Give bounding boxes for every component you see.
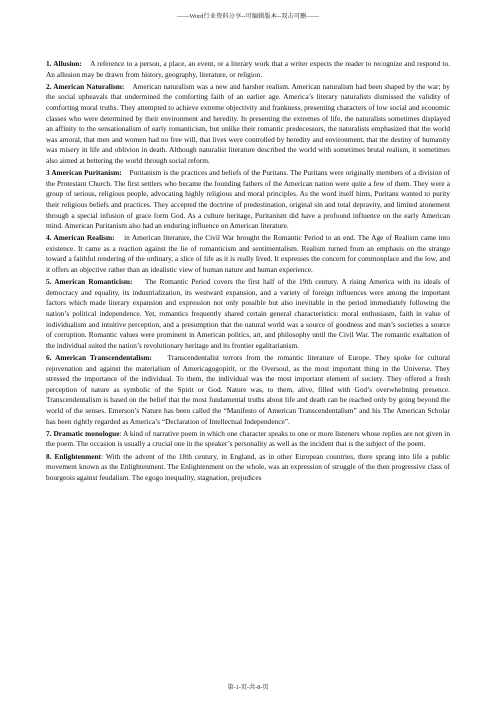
entry-text: Puritanism is the practices and beliefs of the Puritans. The Puritans were originally members of a division of the Protestant Church. The first settlers who became the founding fathers of the American nation were quite a few of them. They were a group of serious, religious people, advocating highly religious and moral principles. As the word itself hints, Puritans wanted to purity their religious beliefs and practices. They accepted the doctrine of predestination, original sin and total depravity, and limited atonement through a special infusion of grace form God. As a culture heritage, Puritanism did have a profound influence on the early American mind. American Puritanism also had an enduring influence on American literature. (46, 168, 451, 231)
entry-text: American naturalism was a new and harsher realism. American naturalism had been shaped by the war; by the social upheavals that undermined the comforting faith of an earlier age. America’s literary naturalists dismissed the validity of comforting moral truths. They attempted to achieve extreme objectivity and frankness, presenting characters of low social and economic classes who were determined by their environment and heredity. In presenting the extremes of life, the naturalists sometimes displayed an affinity to the sensationalism of early romanticism, but unlike their romantic predecessors, the naturalists emphasized that the world was amoral, that men and women had no free will, that lives were controlled by heredity and environment, that the destiny of humanity was misery in life and oblivion in death. Although naturalist literature described the world with sometimes brutal realism, it sometimes also aimed at bettering the world through social reform. (46, 81, 450, 165)
glossary-entry-dramatic-monologue (46, 429, 450, 450)
document-body (46, 59, 450, 485)
entry-term: 5. American Romanticism: (46, 277, 133, 287)
page-header: ——Word行业资料分享--可编辑版本--双击可删—— (176, 13, 320, 20)
entry-term: 7. Dramatic monologue (46, 428, 120, 438)
glossary-entry-american-realism (46, 233, 450, 275)
entry-term: 6. American Transcendentalism: (46, 353, 152, 362)
glossary-entry-american-naturalism (46, 82, 450, 167)
entry-text: : With the advent of the 18th century, in England, as in other European countries, there sprang into life a public movement known as the Enlightenment. The Enlightenment on the whole, was an expression of struggle of the then progressive class of bourgeois against feudalism. The egogo inequality, stagnation, prejudices (46, 451, 450, 482)
page-footer: 第-1-页-共-8-页 (227, 684, 269, 691)
entry-text: in American literature, the Civil War brought the Romantic Period to an end. The Age of Realism came into existence. It came as a reaction against the lie of romanticism and sentimentalism. Realism turned from an emphasis on the strange toward a faithful rendering of the ordinary, a slice of life as it is really lived. It expresses the concern for commonplace and the low, and it offers an objective rather than an idealistic view of human nature and human experience. (46, 233, 451, 275)
glossary-entry-enlightenment (46, 452, 450, 484)
entry-text: The Romantic Period covers the first half of the 19th century. A rising America with its ideals of democracy and equality, its industrialization, its westward expansion, and a variety of foreign influences were among the important factors which made literary expansion and expression not only possible but also inevitable in the period immediately following the nation’s political independence. Yet, romantics frequently shared certain general characteristics: moral enthusiasm, faith in value of individualism and intuitive perception, and a presumption that the natural world was a source of goodness and man’s societies a source of corruption. Romantic values were prominent in American politics, art, and philosophy until the Civil War. The romantic exaltation of the individual suited the nation’s revolutionary heritage and its frontier egalitarianism. (46, 277, 450, 350)
glossary-entry-american-transcendentalism (46, 353, 450, 427)
entry-term: 3 American Puritanism: (46, 168, 122, 178)
entry-text: Transcendentalist terrors from the romantic literature of Europe. They spoke for cultural rejuvenation and against the materialism of Americagogopirit, or the Oversoul, as the most important thing in the Universe. They stressed the importance of the individual. To them, the individual was the most important element of society. They offered a fresh perception of nature as symbolic of the Spirit or God. Nature was, to them, alive, filled with God’s overwhelming presence. Transcendentalism is based on the belief that the most fundamental truths about life and death can be reached only by going beyond the world of the senses. Emerson’s Nature has been called the “Manifesto of American Transcendentalism” and his The American Scholar has been rightly regarded as America’s “Declaration of Intellectual Independence”. (46, 353, 450, 426)
glossary-entry-american-romanticism (46, 277, 450, 351)
entry-term: 8. Enlightenment (46, 451, 102, 461)
entry-text: A reference to a person, a place, an event, or a literary work that a writer expects the reader to recognize and respond to. An allusion may be drawn from history, geography, literature, or religion. (46, 59, 450, 79)
glossary-entry-american-puritanism (46, 168, 450, 232)
entry-term: 4. American Realism: (46, 233, 115, 243)
entry-term: 2. American Naturalism: (46, 81, 125, 91)
glossary-entry-allusion (46, 59, 450, 80)
entry-text: : A kind of narrative poem in which one character speaks to one or more listeners whose replies are not given in the poem. The occasion is usually a crucial one in the speaker’s personality as well as the incident that is the subject of the poem. (46, 428, 450, 449)
entry-term: 1. Allusion: (46, 59, 82, 68)
